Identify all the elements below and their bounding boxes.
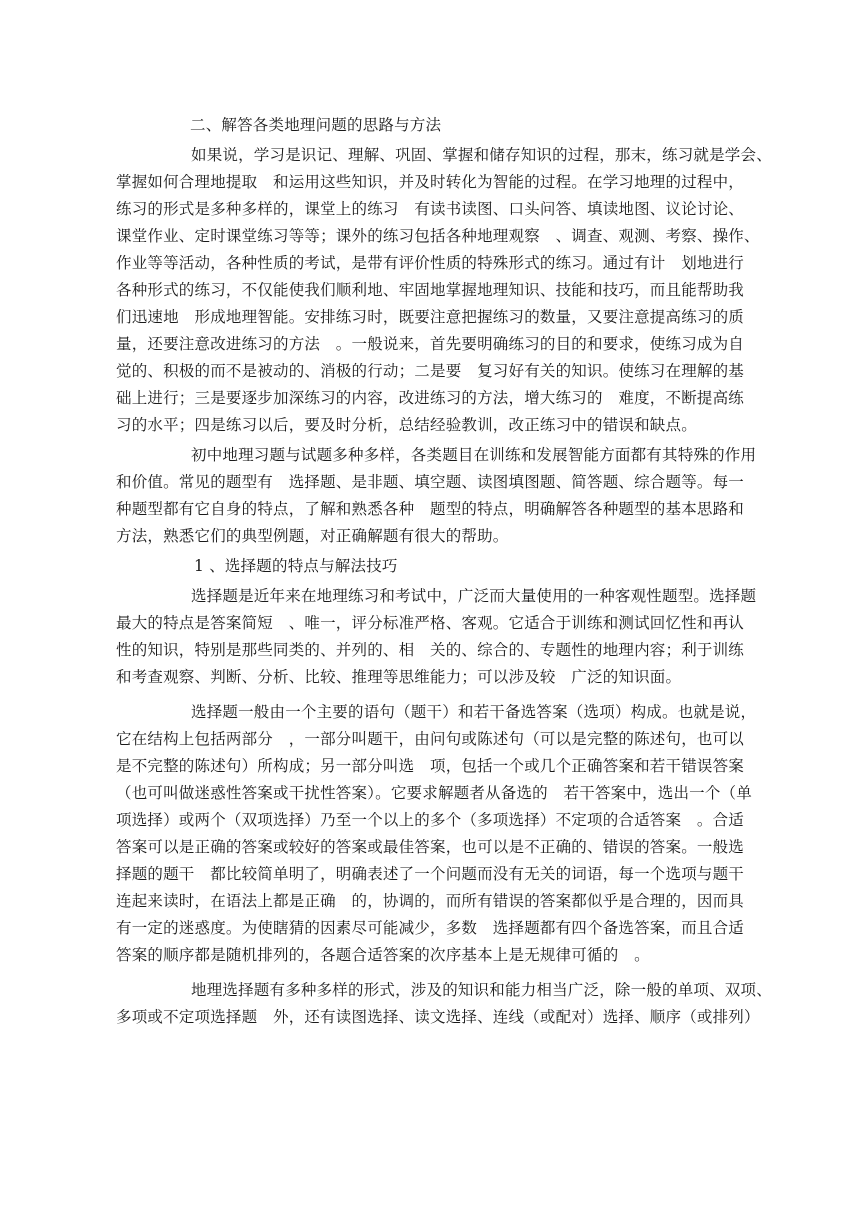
paragraph-line: 性的知识，特别是那些同类的、并列的、相 关的、综合的、专题性的地理内容；利于训练 bbox=[116, 641, 745, 659]
paragraph-line: 课堂作业、定时课堂练习等等；课外的练习包括各种地理观察 、调查、观测、考察、操作、 bbox=[116, 227, 760, 245]
paragraph-line: 最大的特点是答案简短 、唯一，评分标准严格、客观。它适合于训练和测试回忆性和再认 bbox=[116, 614, 745, 632]
paragraph-mc-structure bbox=[116, 699, 757, 969]
paragraph-question-types bbox=[116, 442, 757, 550]
paragraph-line: 量，还要注意改进练习的方法 。一般说来，首先要明确练习的目的和要求，使练习成为自 bbox=[116, 335, 745, 353]
paragraph-line: 地理选择题有多种多样的形式，涉及的知识和能力相当广泛，除一般的单项、双项、 bbox=[191, 981, 772, 999]
paragraph-line: 它在结构上包括两部分 ，一部分叫题干，由问句或陈述句（可以是完整的陈述句，也可以 bbox=[116, 730, 745, 748]
paragraph-line: 种题型都有它自身的特点，了解和熟悉各种 题型的特点，明确解答各种题型的基本思路和 bbox=[116, 500, 745, 518]
paragraph-line: 连起来读时，在语法上都是正确 的，协调的，而所有错误的答案都似乎是合理的，因而具 bbox=[116, 892, 745, 910]
paragraph-line: 和价值。常见的题型有 选择题、是非题、填空题、读图填图题、简答题、综合题等。每一 bbox=[116, 473, 745, 491]
paragraph-line: 和考查观察、判断、分析、比较、推理等思维能力；可以涉及较 广泛的知识面。 bbox=[116, 668, 682, 686]
paragraph-line: 习的水平；四是练习以后，要及时分析，总结经验教训，改正练习中的错误和缺点。 bbox=[116, 416, 697, 434]
paragraph-mc-forms bbox=[116, 977, 772, 1031]
paragraph-line: 初中地理习题与试题多种多样，各类题目在训练和发展智能方面都有其特殊的作用 bbox=[191, 446, 757, 464]
paragraph-line: 择题的题干 都比较简单明了，明确表述了一个问题而没有无关的词语，每一个选项与题干 bbox=[116, 865, 745, 883]
paragraph-line: 各种形式的练习，不仅能使我们顺利地、牢固地掌握地理知识、技能和技巧，而且能帮助我 bbox=[116, 281, 745, 299]
paragraph-line: 觉的、积极的而不是被动的、消极的行动；二是要 复习好有关的知识。使练习在理解的基 bbox=[116, 362, 745, 380]
paragraph-mc-features bbox=[116, 583, 757, 691]
paragraph-line: 答案可以是正确的答案或较好的答案或最佳答案，也可以是不正确的、错误的答案。一般选 bbox=[116, 838, 745, 856]
paragraph-line: 是不完整的陈述句）所构成；另一部分叫选 项，包括一个或几个正确答案和若干错误答案 bbox=[116, 757, 745, 775]
paragraph-line: 如果说，学习是识记、理解、巩固、掌握和储存知识的过程，那末，练习就是学会、 bbox=[191, 146, 772, 164]
paragraph-line: 础上进行；三是要逐步加深练习的内容，改进练习的方法，增大练习的 难度，不断提高练 bbox=[116, 389, 745, 407]
paragraph-line: 方法，熟悉它们的典型例题，对正确解题有很大的帮助。 bbox=[116, 527, 509, 545]
paragraph-line: 答案的顺序都是随机排列的，各题合适答案的次序基本上是无规律可循的 。 bbox=[116, 946, 650, 964]
paragraph-line: 选择题一般由一个主要的语句（题干）和若干备选答案（选项）构成。也就是说， bbox=[191, 703, 757, 721]
section-heading: 二、解答各类地理问题的思路与方法 bbox=[190, 116, 442, 134]
paragraph-line: 有一定的迷惑度。为使瞎猜的因素尽可能减少，多数 选择题都有四个备选答案，而且合适 bbox=[116, 919, 745, 937]
subheading: 1 、选择题的特点与解法技巧 bbox=[194, 557, 398, 575]
paragraph-line: 选择题是近年来在地理练习和考试中，广泛而大量使用的一种客观性题型。选择题 bbox=[191, 587, 757, 605]
paragraph-line: 项选择）或两个（双项选择）乃至一个以上的多个（多项选择）不定项的合适答案 。合适 bbox=[116, 811, 745, 829]
paragraph-practice bbox=[116, 142, 772, 439]
paragraph-line: 们迅速地 形成地理智能。安排练习时，既要注意把握练习的数量，又要注意提高练习的质 bbox=[116, 308, 745, 326]
paragraph-line: 多项或不定项选择题 外，还有读图选择、读文选择、连线（或配对）选择、顺序（或排列） bbox=[116, 1008, 760, 1026]
paragraph-line: 掌握如何合理地提取 和运用这些知识，并及时转化为智能的过程。在学习地理的过程中， bbox=[116, 173, 745, 191]
paragraph-line: 练习的形式是多种多样的，课堂上的练习 有读书读图、口头问答、填读地图、议论讨论、 bbox=[116, 200, 745, 218]
paragraph-line: （也可叫做迷惑性答案或干扰性答案）。它要求解题者从备选的 若干答案中，选出一个（单 bbox=[116, 784, 752, 802]
paragraph-line: 作业等等活动，各种性质的考试，是带有评价性质的特殊形式的练习。通过有计 划地进行 bbox=[116, 254, 745, 272]
